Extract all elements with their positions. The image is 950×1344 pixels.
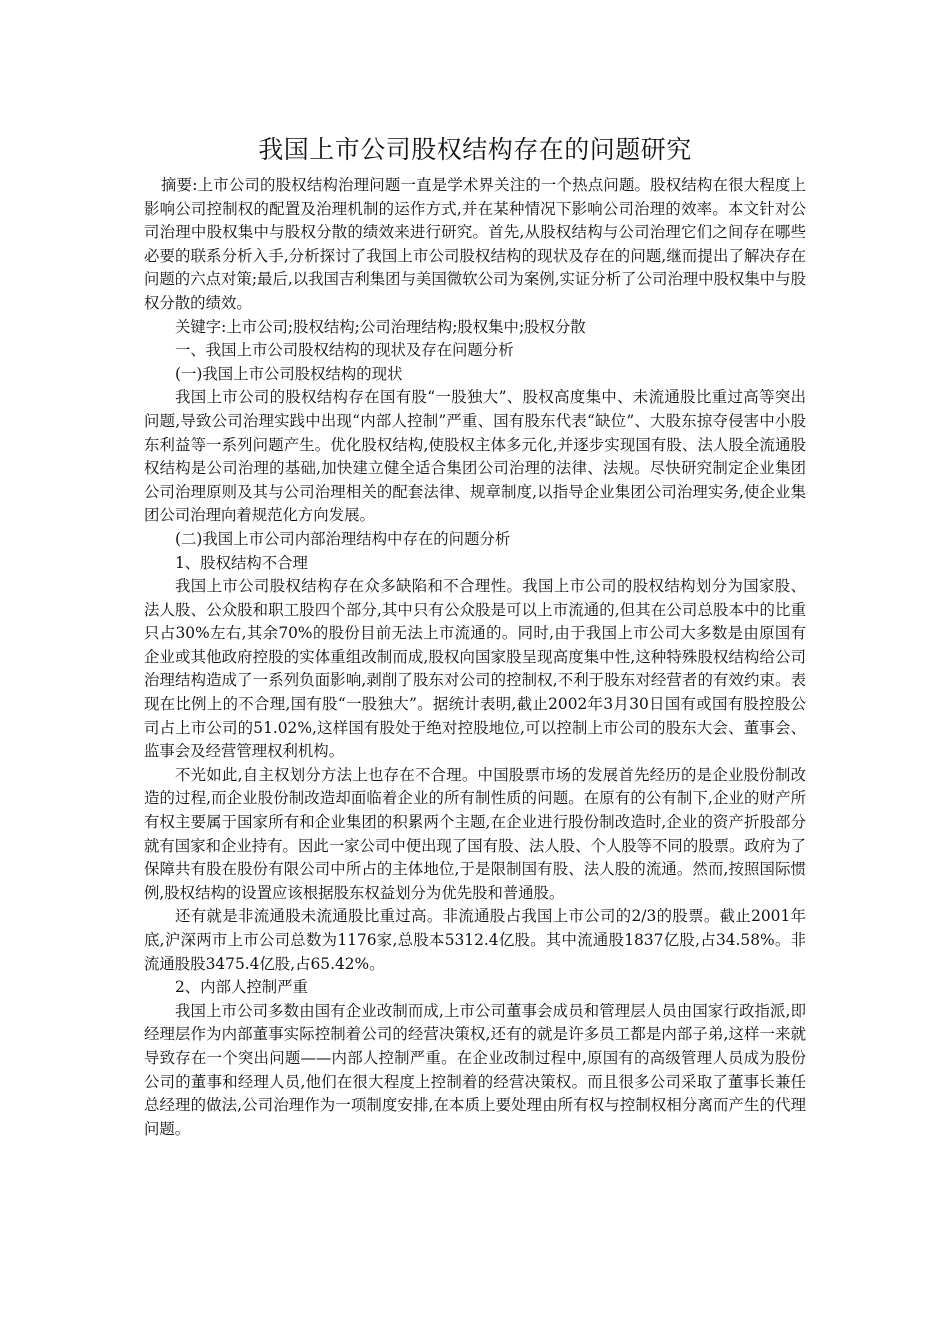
paragraph-4: 还有就是非流通股未流通股比重过高。非流通股占我国上市公司的2/3的股票。截止2001年底,沪深两市上市公司总数为1176家,总股本5312.4亿股。其中流通股1837亿股,占34.58%。非流通股股3475.4亿股,占65.42%。	[144, 907, 806, 973]
subsection1-heading: (一)我国上市公司股权结构的现状	[175, 364, 403, 383]
item2-heading: 2、内部人控制严重	[175, 978, 308, 997]
paragraph-2: 我国上市公司股权结构存在众多缺陷和不合理性。我国上市公司的股权结构划分为国家股、法人股、公众股和职工股四个部分,其中只有公众股是可以上市流通的,但其在公司总股本中的比重只占30%左右,其余70%的股份目前无法上市流通的。同时,由于我国上市公司大多数是由原国有企业或其他政府控股的实体重组改制而成,股权向国家股呈现高度集中性,这种特殊股权结构给公司治理结构造成了一系列负面影响,剥削了股东对公司的控制权,不利于股东对经营者的有效约束。表现在比例上的不合理,国有股“一股独大”。据统计表明,截止2002年3月30日国有或国有股控股公司占上市公司的51.02%,这样国有股处于绝对控股地位,可以控制上市公司的股东大会、董事会、监事会及经营管理权利机构。	[144, 577, 806, 761]
abstract-paragraph: 摘要:上市公司的股权结构治理问题一直是学术界关注的一个热点问题。股权结构在很大程度上影响公司控制权的配置及治理机制的运作方式,并在某种情况下影响公司治理的效率。本文针对公司治理中股权集中与股权分散的绩效来进行研究。首先,从股权结构与公司治理它们之间存在哪些必要的联系分析入手,分析探讨了我国上市公司股权结构的现状及存在的问题,继而提出了解决存在问题的六点对策;最后,以我国吉利集团与美国微软公司为案例,实证分析了公司治理中股权集中与股权分散的绩效。	[144, 176, 806, 312]
paragraph-3: 不光如此,自主权划分方法上也存在不合理。中国股票市场的发展首先经历的是企业股份制改造的过程,而企业股份制改造却面临着企业的所有制性质的问题。在原有的公有制下,企业的财产所有权主要属于国家所有和企业集团的积累两个主题,在企业进行股份制改造时,企业的资产折股部分就有国家和企业持有。因此一家公司中便出现了国有股、法人股、个人股等不同的股票。政府为了保障共有股在股份有限公司中所占的主体地位,于是限制国有股、法人股的流通。然而,按照国际惯例,股权结构的设置应该根据股东权益划分为优先股和普通股。	[144, 765, 806, 902]
document-title: 我国上市公司股权结构存在的问题研究	[258, 135, 692, 164]
section1-heading: 一、我国上市公司股权结构的现状及存在问题分析	[175, 341, 514, 360]
subsection2-heading: (二)我国上市公司内部治理结构中存在的问题分析	[175, 529, 511, 548]
keywords-line: 关键字:上市公司;股权结构;公司治理结构;股权集中;股权分散	[175, 317, 586, 336]
paragraph-1: 我国上市公司的股权结构存在国有股“一股独大”、股权高度集中、未流通股比重过高等突出问题,导致公司治理实践中出现“内部人控制”严重、国有股东代表“缺位”、大股东掠夺侵害中小股东利益等一系列问题产生。优化股权结构,使股权主体多元化,并逐步实现国有股、法人股全流通股权结构是公司治理的基础,加快建立健全适合集团公司治理的法律、法规。尽快研究制定企业集团公司治理原则及其与公司治理相关的配套法律、规章制度,以指导企业集团公司治理实务,使企业集团公司治理向着规范化方向发展。	[144, 388, 806, 525]
paragraph-5: 我国上市公司多数由国有企业改制而成,上市公司董事会成员和管理层人员由国家行政指派,即经理层作为内部董事实际控制着公司的经营决策权,还有的就是许多员工都是内部子弟,这样一来就导致存在一个突出问题——内部人控制严重。在企业改制过程中,原国有的高级管理人员成为股份公司的董事和经理人员,他们在很大程度上控制着的经营决策权。而且很多公司采取了董事长兼任总经理的做法,公司治理作为一项制度安排,在本质上要处理由所有权与控制权相分离而产生的代理问题。	[144, 1001, 806, 1138]
document-page	[144, 132, 806, 1141]
item1-heading: 1、股权结构不合理	[175, 553, 308, 572]
